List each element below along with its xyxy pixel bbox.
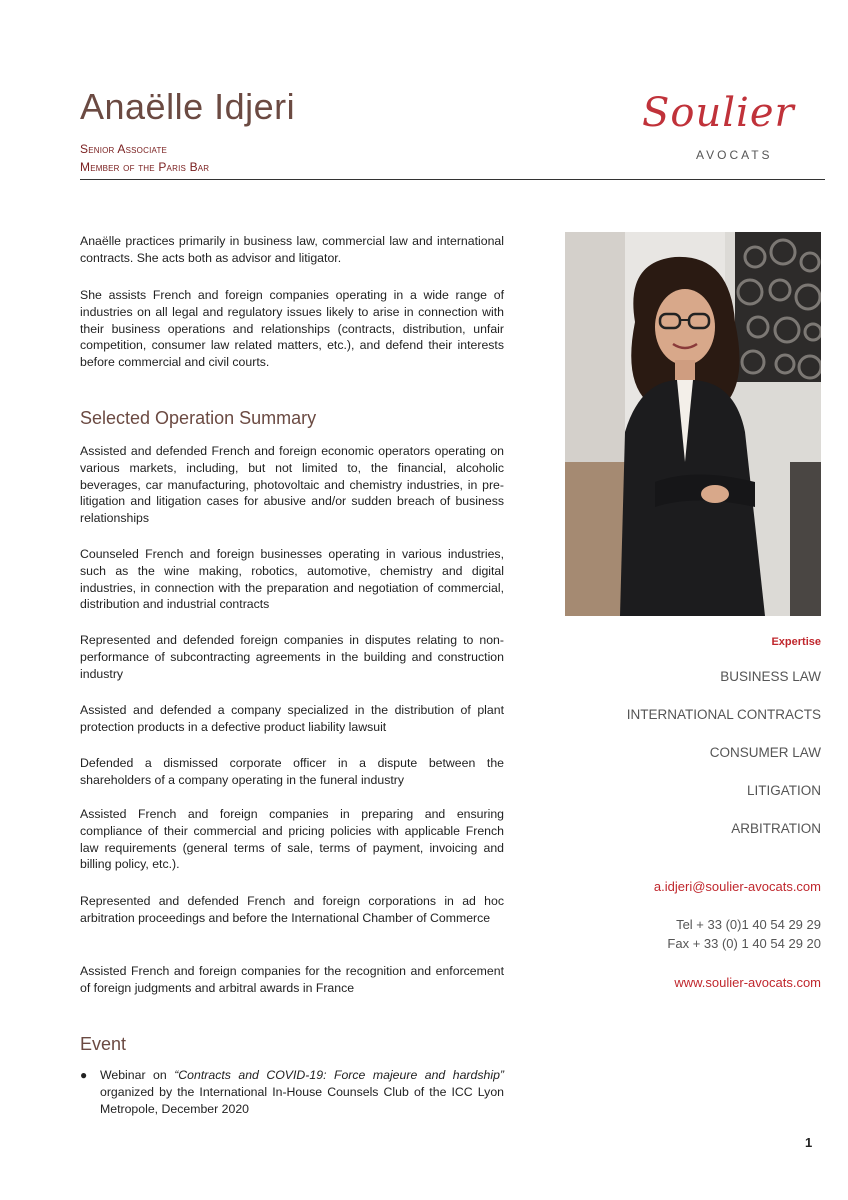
logo-wordmark: Soulier	[642, 90, 795, 136]
event-prefix: Webinar on	[100, 1068, 175, 1082]
expertise-item: LITIGATION	[746, 783, 821, 798]
operation-item: Represented and defended French and foreign corporations in ad hoc arbitration proceedings and before the International Chamber of Commerce	[80, 894, 504, 925]
operation-item: Assisted French and foreign companies for the recognition and enforcement of foreign judgments and arbitral awards in France	[80, 964, 504, 995]
firm-logo	[640, 90, 825, 170]
bar-membership: Member of the Paris Bar	[80, 160, 210, 174]
intro-paragraph-2: She assists French and foreign companies operating in a wide range of industries on all legal and regulatory issues likely to arise in connection with their business operations and relationships (contracts, distribution, unfair competition, consumer law related matters, etc.), and defend their interests before commercial and civil courts.	[80, 288, 504, 370]
expertise-heading: Expertise	[771, 636, 821, 648]
event-list-item	[80, 1067, 504, 1117]
event-heading: Event	[80, 1034, 127, 1054]
operation-item: Counseled French and foreign businesses operating in various industries, such as the wine making, robotics, automotive, chemistry and digital industries, in connection with the preparation and negotiation of commercial, distribution and industrial contracts	[80, 547, 504, 612]
operation-item: Assisted French and foreign companies in preparing and ensuring compliance of their commercial and pricing policies with applicable French law requirements (general terms of sale, terms of payment, invoicing and billing policy, etc.).	[80, 807, 504, 872]
fax-number: Fax + 33 (0) 1 40 54 29 20	[667, 936, 821, 951]
person-name: Anaëlle Idjeri	[80, 86, 296, 127]
event-description	[100, 1067, 504, 1117]
portrait-photo	[565, 232, 821, 616]
operation-item: Assisted and defended French and foreign economic operators operating on various markets, including, but not limited to, the financial, alcoholic beverages, car manufacturing, photovoltaic and chemistry industries, in pre-litigation and litigation cases for abusive and/or sudden breach of business relationships	[80, 444, 504, 526]
event-title: “Contracts and COVID-19: Force majeure and hardship”	[174, 1068, 504, 1082]
operation-item: Defended a dismissed corporate officer in a dispute between the shareholders of a company operating in the funeral industry	[80, 756, 504, 787]
operations-heading: Selected Operation Summary	[80, 408, 317, 428]
expertise-item: BUSINESS LAW	[720, 669, 821, 684]
operation-item: Represented and defended foreign companies in disputes relating to non-performance of subcontracting agreements in the building and construction industry	[80, 633, 504, 681]
expertise-item: ARBITRATION	[731, 821, 821, 836]
expertise-item: INTERNATIONAL CONTRACTS	[626, 707, 821, 722]
header-divider	[80, 179, 825, 180]
bullet-icon: ●	[80, 1068, 88, 1082]
operation-item: Assisted and defended a company specialized in the distribution of plant protection products in a defective product liability lawsuit	[80, 703, 504, 734]
email-link[interactable]: a.idjeri@soulier-avocats.com	[653, 879, 821, 894]
phone-number: Tel + 33 (0)1 40 54 29 29	[676, 917, 821, 932]
expertise-item: CONSUMER LAW	[709, 745, 821, 760]
logo-subtitle: AVOCATS	[696, 148, 773, 162]
website-link[interactable]: www.soulier-avocats.com	[674, 975, 821, 990]
intro-paragraph-1: Anaëlle practices primarily in business law, commercial law and international contracts. She acts both as advisor and litigator.	[80, 234, 504, 265]
job-title: Senior Associate	[80, 142, 168, 156]
event-details: organized by the International In-House Counsels Club of the ICC Lyon Metropole, December 2020	[100, 1084, 504, 1116]
page-number: 1	[805, 1135, 813, 1150]
